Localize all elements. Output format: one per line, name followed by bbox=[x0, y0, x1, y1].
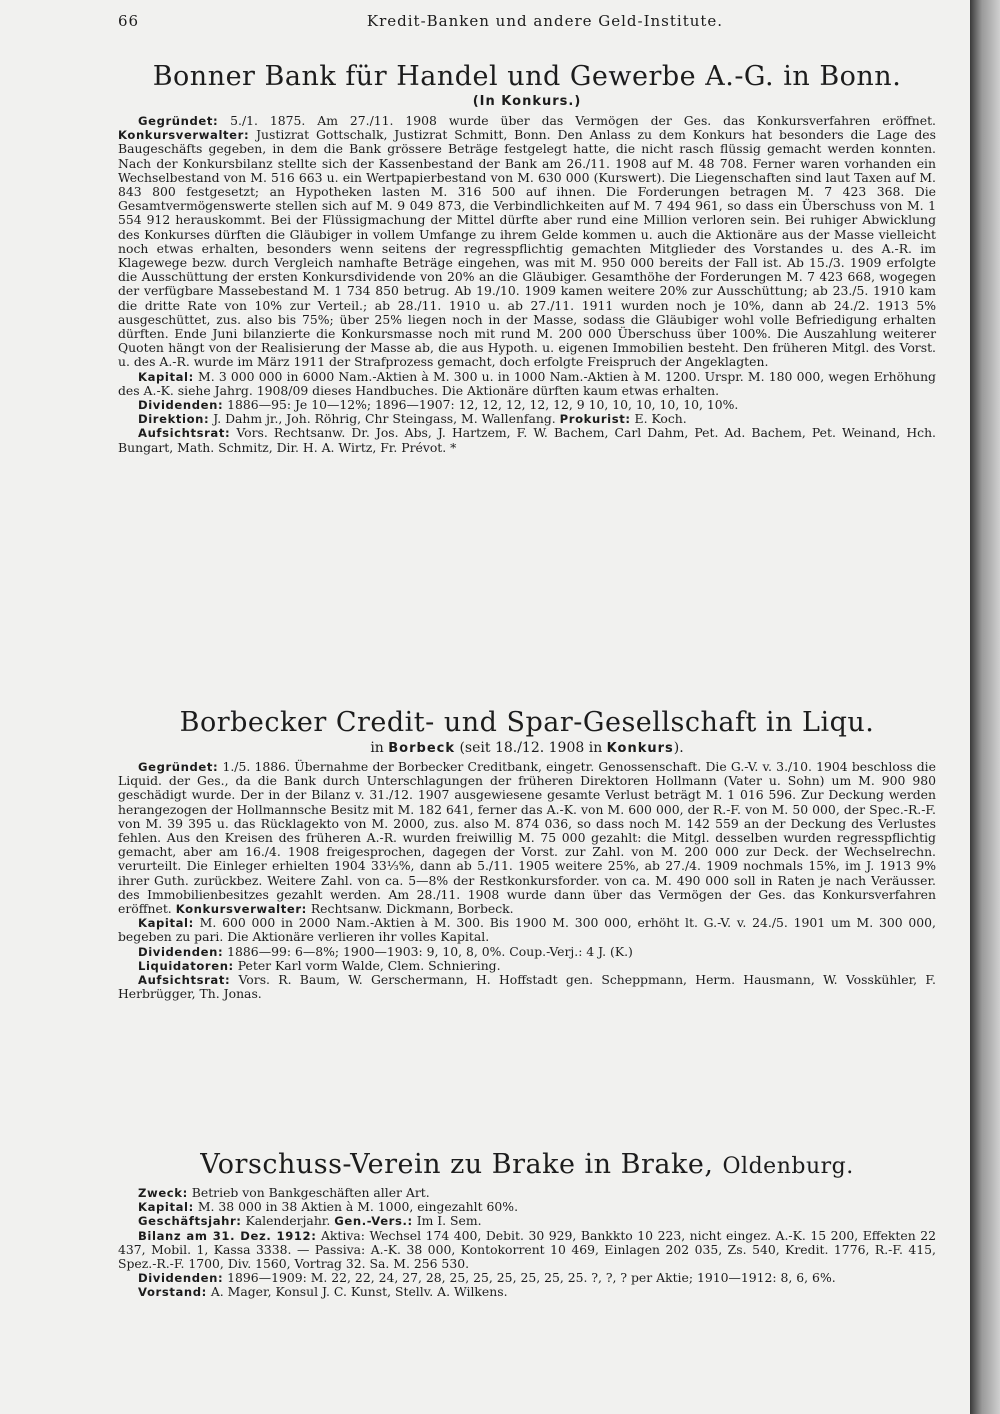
text-gegruendet: 1./5. 1886. Übernahme der Borbecker Creditbank, eingetr. Genossenschaft. Die G.-V. v. 3./10. 1904 beschloss die Liquid. der Ges., da die Bank durch Unterschlagungen der früheren Direktoren Hollmann (Vater u. Sohn) um M. 900 980 geschädigt wurde. Der in der Bilanz v. 31./12. 1907 ausgewiesene gesamte Verlust beträgt M. 1 016 596. Zur Deckung werden herangezogen der Hollmannsche Besitz mit M. 182 641, ferner das A.-K. von M. 600 000, der R.-F. von M. 50 000, der Spec.-R.-F. von M. 39 395 u. das Rücklagekto von M. 2000, zus. also M. 874 036, so dass noch M. 142 559 an der Deckung des Verlustes fehlen. Aus den Kreisen des früheren A.-R. wurden freiwillig M. 75 000 gezahlt: die Mitgl. desselben wurden regresspflichtig gemacht, aber am 16./4. 1908 freigesprochen, dagegen der Vorst. zur Zahl. von M. 200 000 zur Deck. der Wechselrechn. verurteilt. Die Einleger erhielten 1904 33⅓%, dann ab 5./11. 1905 weitere 25%, ab 27./4. 1909 nochmals 15%, im J. 1913 9% ihrer Guth. zurückbez. Weitere Zahl. von ca. 5—8% der Restkonkursforder. von ca. M. 490 000 soll in Raten je nach Veräusser. des Immobilienbesitzes gezahlt werden. Am 28./11. 1908 wurde dann über das Vermögen der Ges. das Konkursverfahren eröffnet. bbox=[118, 759, 936, 917]
label-gegruendet: Gegründet: bbox=[138, 114, 219, 128]
text-dividenden: 1886—99: 6—8%; 1900—1903: 9, 10, 8, 0%. Coup.-Verj.: 4 J. (K.) bbox=[227, 943, 633, 959]
page-number: 66 bbox=[118, 12, 140, 30]
label-prokurist: Prokurist: bbox=[559, 412, 631, 427]
label-bilanz: Bilanz am 31. Dez. 1912: bbox=[138, 1228, 317, 1243]
section-vorstand bbox=[118, 1285, 936, 1299]
label-zweck: Zweck: bbox=[138, 1186, 188, 1200]
label-konkursverwalter: Konkursverwalter: bbox=[118, 128, 250, 143]
section-liquidatoren bbox=[118, 959, 936, 973]
text-konkursverwalter: Justizrat Gottschalk, Justizrat Schmitt, Bonn. Den Anlass zu dem Konkurs hat besonders die Lage des Baugeschäfts gegeben, in dem die Bank grössere Beträge festgelegt hatte, die nicht rasch flüssig gemacht werden konnten. Nach der Konkursbilanz stellte sich der Kassenbestand der Bank am 26./11. 1908 auf M. 48 708. Ferner waren vorhanden ein Wechselbestand von M. 516 663 u. ein Wertpapierbestand von M. 630 000 (Kurswert). Die Liegenschaften sind laut Taxen auf M. 843 800 festgesetzt; an Hypotheken lasten M. 316 500 auf ihnen. Die Forderungen betragen M. 7 423 368. Die Gesamtvermögenswerte stellen sich auf M. 9 049 873, die Verbindlichkeiten auf M. 7 494 961, so dass ein Überschuss von M. 1 554 912 herauskommt. Bei der Flüssigmachung der Mittel dürfte aber rund eine Million verloren sein. Bei ruhiger Abwicklung des Konkurses dürften die Gläubiger in vollem Umfange zu ihrem Gelde kommen u. auch die Aktionäre aus der Masse vielleicht noch etwas erhalten, besonders wenn seitens der regresspflichtig gemachten Mitglieder des Vorstandes u. des A.-R. im Klagewege bezw. durch Vergleich namhafte Beträge eingehen, was mit M. 950 000 bereits der Fall ist. Ab 15./3. 1909 erfolgte die Ausschüttung der ersten Konkursdividende von 20% an die Gläubiger. Gesamthöhe der Forderungen M. 7 423 668, wogegen der verfügbare Massebestand M. 1 734 850 betrug. Ab 19./10. 1909 kamen weitere 20% zur Ausschüttung; ab 23./5. 1910 kam die dritte Rate von 10% zur Verteil.; ab 28./11. 1910 u. ab 27./11. 1911 wurden noch je 10%, dann ab 24./2. 1913 5% ausgeschüttet, zus. also bis 75%; über 25% liegen noch in der Masse, sodass die Gläubiger wohl volle Befriedigung erhalten dürften. Ende Juni bilanzierte die Konkursmasse noch mit rund M. 200 000 Überschuss über 100%. Die Auszahlung weiterer Quoten hängt von der Realisierung der Masse ab, die aus Hypoth. u. eigenen Immobilien besteht. Den früheren Mitgl. des Vorst. u. des A.-R. wurde im März 1911 der Strafprozess gemacht, doch erfolgte Freispruch der Angeklagten. bbox=[118, 127, 936, 370]
entry-subtitle: in Borbeck (seit 18./12. 1908 in Konkurs). bbox=[370, 740, 684, 756]
text-zweck: Betrieb von Bankgeschäften aller Art. bbox=[191, 1185, 430, 1200]
label-aufsichtsrat: Aufsichtsrat: bbox=[138, 426, 231, 441]
page-edge-shadow bbox=[970, 0, 1000, 1414]
text-vorstand: A. Mager, Konsul J. C. Kunst, Stellv. A. Wilkens. bbox=[210, 1284, 508, 1300]
text-aufsichtsrat: Vors. R. Baum, W. Gerschermann, H. Hoffstadt gen. Scheppmann, Herm. Hausmann, W. Vosskühler, F. Herbrügger, Th. Jonas. bbox=[118, 972, 936, 1002]
running-head bbox=[118, 6, 932, 36]
section-bilanz bbox=[118, 1229, 936, 1272]
label-kapital: Kapital: bbox=[138, 1200, 194, 1215]
label-kapital: Kapital: bbox=[138, 369, 194, 384]
label-liquidatoren: Liquidatoren: bbox=[138, 958, 234, 973]
text-bilanz: Aktiva: Wechsel 174 400, Debit. 30 929, Bankkto 10 223, nicht eingez. A.-K. 15 200, Effekten 22 437, Mobil. 1, Kassa 3338. — Passiva: A.-K. 38 000, Kontokorrent 10 469, Einlagen 202 035, Zs. 540, Kredit. 1776, R.-F. 415, Spez.-R.-F. 1700, Div. 1560, Vortrag 32. Sa. M. 256 530. bbox=[118, 1227, 936, 1272]
entry-vorschuss-verein bbox=[118, 1150, 936, 1300]
text-dividenden: 1886—95: Je 10—12%; 1896—1907: 12, 12, 12, 12, 12, 9 10, 10, 10, 10, 10, 10%. bbox=[227, 397, 739, 413]
label-dividenden: Dividenden: bbox=[138, 1271, 224, 1286]
label-aufsichtsrat: Aufsichtsrat: bbox=[138, 973, 231, 988]
section-dividenden bbox=[118, 945, 936, 959]
text-kapital: M. 38 000 in 38 Aktien à M. 1000, eingezahlt 60%. bbox=[197, 1199, 519, 1215]
text-prokurist: E. Koch. bbox=[634, 411, 687, 427]
section-aufsichtsrat bbox=[118, 426, 936, 454]
entry-mark: * bbox=[450, 439, 457, 455]
section-zweck bbox=[118, 1186, 936, 1200]
section-kapital bbox=[118, 370, 936, 398]
section-dividenden bbox=[118, 398, 936, 412]
section-geschaeftsjahr bbox=[118, 1214, 936, 1228]
section-gegruendet bbox=[118, 114, 936, 370]
section-gegruendet bbox=[118, 760, 936, 916]
text-liquidatoren: Peter Karl vorm Walde, Clem. Schniering. bbox=[237, 957, 501, 973]
entry-status: (In Konkurs.) bbox=[472, 94, 582, 109]
text-gegruendet: 5./1. 1875. Am 27./11. 1908 wurde über das Vermögen der Ges. das Konkursverfahren eröffnet. bbox=[230, 113, 936, 128]
text-geschaeftsjahr: Kalenderjahr. bbox=[245, 1213, 331, 1229]
entry-title: Borbecker Credit- und Spar-Gesellschaft in Liqu. bbox=[179, 707, 875, 738]
label-kapital: Kapital: bbox=[138, 916, 194, 931]
section-kapital bbox=[118, 916, 936, 944]
text-kapital: M. 600 000 in 2000 Nam.-Aktien à M. 300. Bis 1900 M. 300 000, erhöht lt. G.-V. v. 24./5. 1901 um M. 300 000, begeben zu pari. Die Aktionäre verlieren ihr volles Kapital. bbox=[118, 915, 936, 945]
label-dividenden: Dividenden: bbox=[138, 944, 224, 959]
text-aufsichtsrat: Vors. Rechtsanw. Dr. Jos. Abs, J. Hartzem, F. W. Bachem, Carl Dahm, Pet. Ad. Bachem, Pet. Weinand, Hch. Bungart, Math. Schmitz, Dir. H. A. Wirtz, Fr. Prévot. bbox=[118, 425, 936, 455]
label-konkursverwalter: Konkursverwalter: bbox=[175, 902, 307, 917]
section-kapital bbox=[118, 1200, 936, 1214]
label-vorstand: Vorstand: bbox=[138, 1285, 207, 1300]
label-geschaeftsjahr: Geschäftsjahr: bbox=[138, 1214, 242, 1229]
label-direktion: Direktion: bbox=[138, 412, 210, 427]
section-aufsichtsrat bbox=[118, 973, 936, 1001]
section-direktion bbox=[118, 412, 936, 426]
text-konkursverwalter: Rechtsanw. Dickmann, Borbeck. bbox=[310, 901, 514, 917]
label-gen-vers: Gen.-Vers.: bbox=[334, 1214, 413, 1229]
entry-bonner-bank bbox=[118, 62, 936, 455]
text-dividenden: 1896—1909: M. 22, 22, 24, 27, 28, 25, 25, 25, 25, 25, 25. ?, ?, ? per Aktie; 1910—1912: 8, 6, 6%. bbox=[227, 1270, 836, 1286]
running-title: Kredit-Banken und andere Geld-Institute. bbox=[366, 12, 724, 30]
entry-title: Bonner Bank für Handel und Gewerbe A.-G. in Bonn. bbox=[152, 61, 902, 92]
section-dividenden bbox=[118, 1271, 936, 1285]
text-gen-vers: Im I. Sem. bbox=[416, 1213, 482, 1229]
text-direktion: J. Dahm jr., Joh. Röhrig, Chr Steingass, M. Wallenfang. bbox=[213, 411, 556, 427]
label-dividenden: Dividenden: bbox=[138, 398, 224, 413]
text-kapital: M. 3 000 000 in 6000 Nam.-Aktien à M. 300 u. in 1000 Nam.-Aktien à M. 1200. Urspr. M. 180 000, wegen Erhöhung des A.-K. siehe Jahrg. 1908/09 dieses Handbuches. Die Aktionäre dürften kaum etwas erhalten. bbox=[118, 368, 936, 398]
entry-title: Vorschuss-Verein zu Brake in Brake, Oldenburg. bbox=[200, 1149, 854, 1180]
label-gegruendet: Gegründet: bbox=[138, 760, 219, 774]
entry-borbecker bbox=[118, 708, 936, 1001]
